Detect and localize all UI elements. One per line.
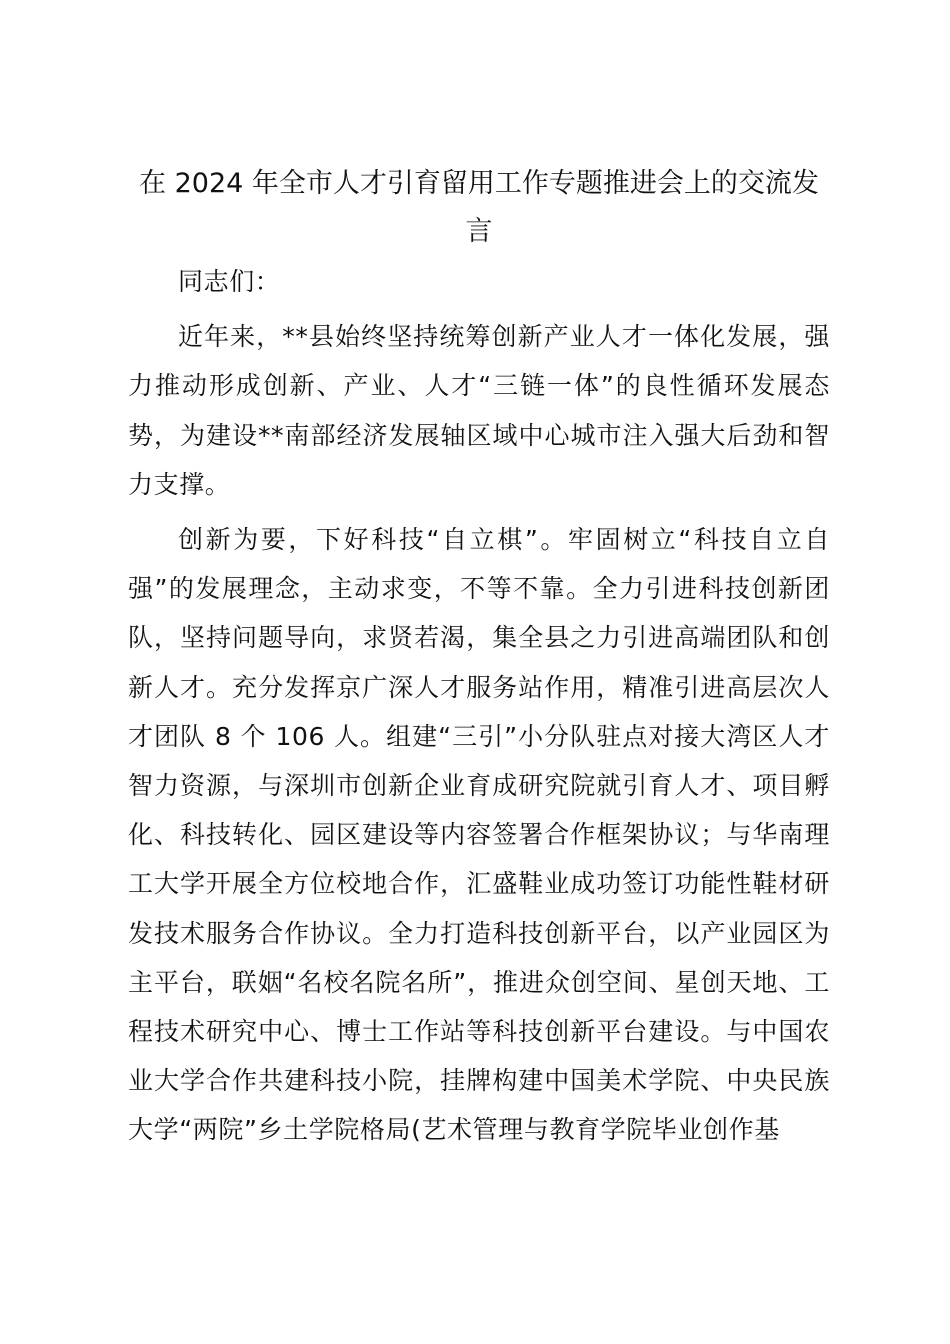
document-title: 在 2024 年全市人才引育留用工作专题推进会上的交流发言 — [139, 168, 819, 247]
document-body — [128, 160, 830, 1155]
paragraph-innovation: 创新为要，下好科技“自立棋”。牢固树立“科技自立自强”的发展理念，主动求变，不等不靠。全力引进科技创新团队，坚持问题导向，求贤若渴，集全县之力引进高端团队和创新人才。充分发挥京广深人才服务站作用，精准引进高层次人才团队 8 个 106 人。组建“三引”小分队驻点对接大湾区人才智力资源，与深圳市创新企业育成研究院就引育人才、项目孵化、科技转化、园区建设等内容签署合作框架协议；与华南理工大学开展全方位校地合作，汇盛鞋业成功签订功能性鞋材研发技术服务合作协议。全力打造科技创新平台，以产业园区为主平台，联姻“名校名院名所”，推进众创空间、星创天地、工程技术研究中心、博士工作站等科技创新平台建设。与中国农业大学合作共建科技小院，挂牌构建中国美术学院、中央民族大学“两院”乡土学院格局(艺术管理与教育学院毕业创作基 — [128, 525, 830, 1145]
salutation: 同志们： — [178, 267, 281, 296]
paragraph-intro: 近年来，**县始终坚持统筹创新产业人才一体化发展，强力推动形成创新、产业、人才“三链一体”的良性循环发展态势，为建设**南部经济发展轴区域中心城市注入强大后劲和智力支撑。 — [128, 322, 830, 499]
